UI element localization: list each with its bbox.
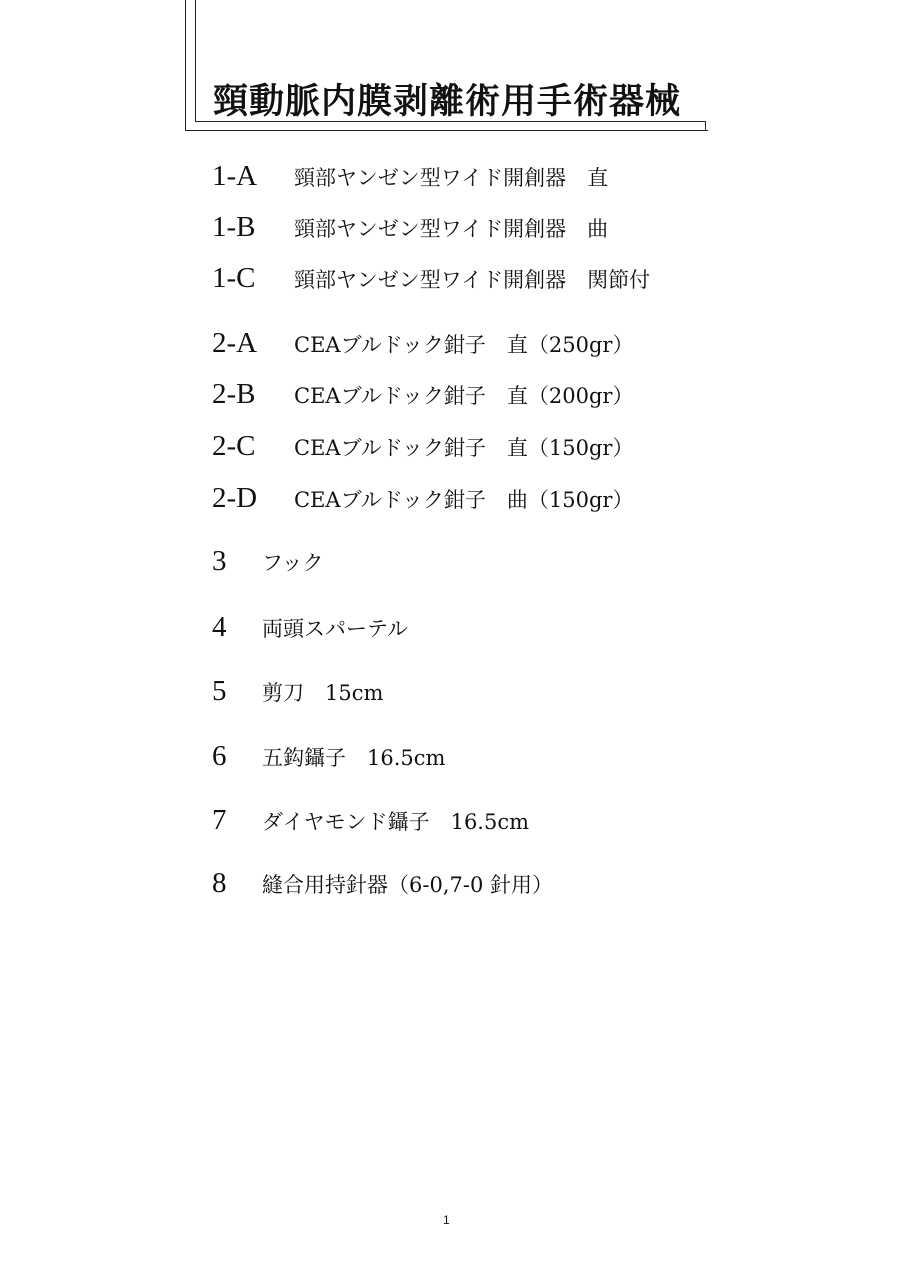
list-item [212, 482, 633, 515]
item-label: CEAブルドック鉗子 曲（150gr） [294, 488, 634, 512]
list-item [212, 430, 633, 463]
frame-line-left-inner [195, 0, 196, 121]
item-label: 頸部ヤンゼン型ワイド開創器 曲 [294, 217, 609, 241]
item-label: 縫合用持針器（6-0,7-0 針用） [262, 873, 553, 897]
item-number: 2-A [212, 327, 258, 359]
list-item [212, 262, 650, 295]
item-number: 2-C [212, 430, 256, 462]
list-item [212, 740, 445, 773]
list-item [212, 327, 633, 360]
item-label: CEAブルドック鉗子 直（150gr） [294, 436, 634, 460]
list-item [212, 378, 633, 411]
item-number: 7 [212, 804, 227, 836]
item-label: 両頭スパーテル [262, 617, 408, 641]
document-title: 頸動脈内膜剥離術用手術器械 [213, 81, 682, 122]
item-number: 5 [212, 675, 227, 707]
item-label: 五鈎鑷子 16.5cm [262, 746, 446, 770]
list-item [212, 211, 608, 244]
item-number: 1-C [212, 262, 256, 294]
item-number: 4 [212, 611, 227, 643]
item-label: ダイヤモンド鑷子 16.5cm [262, 810, 530, 834]
item-number: 3 [212, 545, 227, 577]
item-number: 2-D [212, 482, 258, 514]
item-label: フック [262, 551, 324, 575]
list-item [212, 675, 383, 708]
item-label: 頸部ヤンゼン型ワイド開創器 関節付 [294, 268, 651, 292]
item-label: CEAブルドック鉗子 直（250gr） [294, 333, 634, 357]
item-label: 頸部ヤンゼン型ワイド開創器 直 [294, 166, 609, 190]
item-number: 1-B [212, 211, 256, 243]
page-number: 1 [443, 1213, 450, 1227]
list-item [212, 611, 408, 644]
list-item [212, 804, 529, 837]
frame-line-left-outer [185, 0, 186, 130]
item-label: 剪刀 15cm [262, 681, 384, 705]
item-label: CEAブルドック鉗子 直（200gr） [294, 384, 634, 408]
list-item [212, 867, 553, 900]
item-number: 2-B [212, 378, 256, 410]
frame-line-bottom-outer [185, 130, 708, 131]
list-item [212, 545, 324, 578]
frame-line-end [705, 121, 706, 131]
item-number: 6 [212, 740, 227, 772]
list-item [212, 160, 608, 193]
item-number: 8 [212, 867, 227, 899]
item-number: 1-A [212, 160, 258, 192]
